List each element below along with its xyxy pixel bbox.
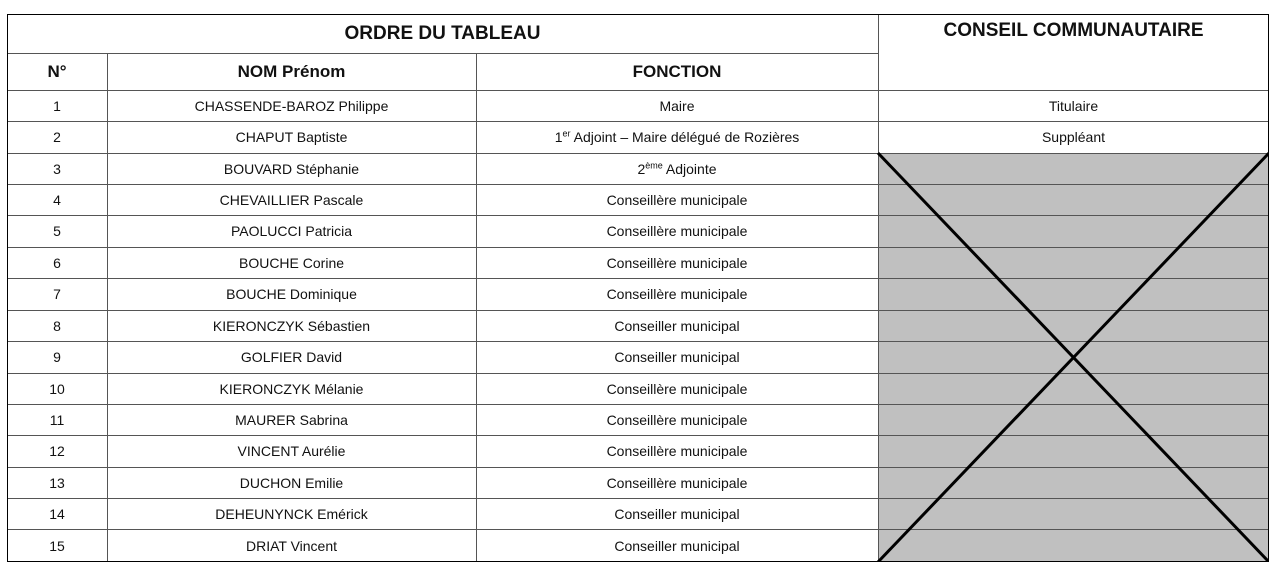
row-nom-text: DEHEUNYNCK Emérick [215, 505, 368, 522]
fonction-main: Conseillère municipale [606, 443, 748, 459]
row-num-text: 12 [49, 443, 65, 459]
row-num [7, 215, 107, 247]
grid-hline [7, 215, 1269, 216]
row-num [7, 341, 107, 373]
row-num [7, 467, 107, 498]
row-nom-text: DUCHON Emilie [239, 474, 344, 491]
grid-hline [7, 310, 1269, 311]
row-nom-prenom [107, 467, 476, 498]
row-nom-text: VINCENT Aurélie [237, 443, 346, 459]
row-fonction [476, 278, 878, 310]
grid-hline [7, 435, 1269, 436]
row-nom-text: CHEVAILLIER Pascale [219, 191, 364, 208]
row-num [7, 121, 107, 153]
header-num-text: N° [47, 61, 67, 81]
row-fonction-text [637, 161, 716, 177]
row-fonction [476, 467, 878, 498]
row-fonction-text [607, 192, 748, 208]
row-fonction-text [607, 475, 748, 491]
grid-hline [7, 121, 1269, 122]
row-fonction-text [555, 129, 800, 145]
row-num-text: 13 [49, 474, 65, 491]
row-nom-prenom [107, 529, 476, 562]
grid-hline [7, 90, 1269, 91]
title-ordre-text: ORDRE DU TABLEAU [344, 22, 541, 44]
fonction-main: Conseillère municipale [606, 286, 748, 302]
row-num-text: 3 [53, 160, 61, 177]
row-nom-prenom [107, 278, 476, 310]
row-num [7, 153, 107, 184]
row-conseil [878, 121, 1269, 153]
fonction-main: Conseillère municipale [606, 380, 748, 397]
header-nom-prenom [107, 53, 476, 90]
title-conseil-communautaire [878, 14, 1269, 90]
row-fonction-text [607, 223, 748, 239]
border-left [7, 14, 8, 562]
fonction-superscript: er [562, 128, 571, 139]
grid-hline [7, 404, 1269, 405]
grid-hline [7, 341, 1269, 342]
border-bottom [7, 561, 1269, 562]
row-fonction-text [607, 412, 748, 428]
row-fonction [476, 404, 878, 435]
row-fonction [476, 121, 878, 153]
title-ordre-du-tableau [7, 14, 878, 53]
row-fonction-text [607, 381, 748, 397]
header-fonction [476, 53, 878, 90]
title-conseil-text: CONSEIL COMMUNAUTAIRE [943, 20, 1204, 41]
row-nom-prenom [107, 341, 476, 373]
grid-hline [7, 184, 1269, 185]
header-fonction-text: FONCTION [632, 61, 722, 81]
row-fonction [476, 529, 878, 562]
row-fonction [476, 153, 878, 184]
row-fonction [476, 90, 878, 121]
row-fonction-text [614, 349, 739, 365]
row-num-text: 9 [53, 349, 61, 365]
grid-vline [878, 14, 879, 562]
row-num-text: 11 [49, 411, 65, 428]
row-fonction [476, 310, 878, 341]
row-nom-prenom [107, 373, 476, 404]
council-table [7, 14, 1269, 562]
fonction-rest: Adjoint – Maire délégué de Rozières [570, 129, 800, 145]
fonction-main: Conseiller municipal [614, 505, 740, 522]
row-num [7, 310, 107, 341]
border-right [1268, 14, 1269, 562]
grid-hline [7, 373, 1269, 374]
fonction-main: Conseiller municipal [614, 317, 740, 334]
row-fonction-text [614, 506, 739, 522]
row-num [7, 529, 107, 562]
row-fonction [476, 435, 878, 467]
row-fonction-text [607, 443, 748, 459]
row-num-text: 14 [49, 505, 65, 522]
row-nom-prenom [107, 121, 476, 153]
row-num-text: 2 [53, 129, 61, 145]
grid-vline [476, 53, 477, 562]
fonction-main: Conseillère municipale [606, 254, 748, 271]
fonction-main: Conseillère municipale [606, 474, 748, 491]
grid-vline [107, 53, 108, 562]
row-nom-prenom [107, 90, 476, 121]
fonction-main: 1 [554, 129, 563, 145]
fonction-main: 2 [637, 160, 646, 177]
row-nom-text: CHASSENDE-BAROZ Philippe [194, 97, 389, 114]
row-fonction [476, 184, 878, 215]
row-num [7, 278, 107, 310]
grid-hline [7, 467, 1269, 468]
row-nom-prenom [107, 310, 476, 341]
fonction-main: Conseiller municipal [614, 537, 740, 554]
row-num [7, 90, 107, 121]
row-fonction-text [614, 318, 739, 334]
row-num [7, 184, 107, 215]
row-nom-text: PAOLUCCI Patricia [230, 223, 353, 239]
row-num-text: 4 [53, 191, 61, 208]
row-fonction [476, 498, 878, 529]
row-fonction [476, 341, 878, 373]
row-fonction [476, 215, 878, 247]
row-fonction-text [607, 286, 748, 302]
grid-hline [7, 153, 1269, 154]
fonction-main: Conseillère municipale [606, 223, 748, 239]
row-num [7, 247, 107, 278]
row-num-text: 15 [49, 537, 65, 554]
row-nom-prenom [107, 153, 476, 184]
row-nom-text: CHAPUT Baptiste [235, 129, 348, 145]
row-nom-text: BOUVARD Stéphanie [223, 160, 360, 177]
grid-hline [7, 529, 1269, 530]
grid-hline [7, 498, 1269, 499]
row-nom-prenom [107, 404, 476, 435]
row-fonction [476, 373, 878, 404]
fonction-superscript: ème [645, 159, 663, 170]
row-num [7, 435, 107, 467]
row-num-text: 7 [53, 286, 61, 302]
row-nom-text: BOUCHE Corine [238, 254, 345, 271]
row-nom-text: KIERONCZYK Sébastien [212, 317, 371, 334]
row-nom-text: KIERONCZYK Mélanie [219, 380, 364, 397]
row-nom-text: DRIAT Vincent [245, 537, 338, 554]
fonction-rest: Adjointe [662, 160, 717, 177]
fonction-main: Maire [659, 97, 695, 114]
fonction-main: Conseillère municipale [606, 191, 748, 208]
row-conseil-text: Suppléant [1041, 129, 1106, 145]
header-num [7, 53, 107, 90]
row-nom-prenom [107, 215, 476, 247]
row-num [7, 498, 107, 529]
row-nom-text: GOLFIER David [240, 349, 343, 365]
row-fonction-text [607, 255, 748, 271]
row-nom-prenom [107, 498, 476, 529]
row-nom-prenom [107, 247, 476, 278]
row-conseil-text: Titulaire [1048, 97, 1099, 114]
row-nom-text: MAURER Sabrina [235, 411, 348, 428]
row-num [7, 373, 107, 404]
row-num-text: 8 [53, 317, 61, 334]
row-num-text: 10 [49, 380, 65, 397]
row-nom-text: BOUCHE Dominique [226, 286, 357, 302]
header-nom-text: NOM Prénom [237, 61, 346, 81]
border-top [7, 14, 1269, 15]
row-fonction [476, 247, 878, 278]
grid-hline [7, 53, 878, 54]
row-nom-prenom [107, 435, 476, 467]
row-fonction-text [614, 538, 739, 554]
row-nom-prenom [107, 184, 476, 215]
row-num-text: 6 [53, 254, 61, 271]
fonction-main: Conseiller municipal [614, 349, 740, 365]
grid-hline [7, 278, 1269, 279]
grid-hline [7, 247, 1269, 248]
row-conseil [878, 90, 1269, 121]
row-fonction-text [659, 98, 694, 114]
row-num-text: 1 [53, 97, 61, 114]
fonction-main: Conseillère municipale [606, 411, 748, 428]
row-num [7, 404, 107, 435]
row-num-text: 5 [53, 223, 61, 239]
